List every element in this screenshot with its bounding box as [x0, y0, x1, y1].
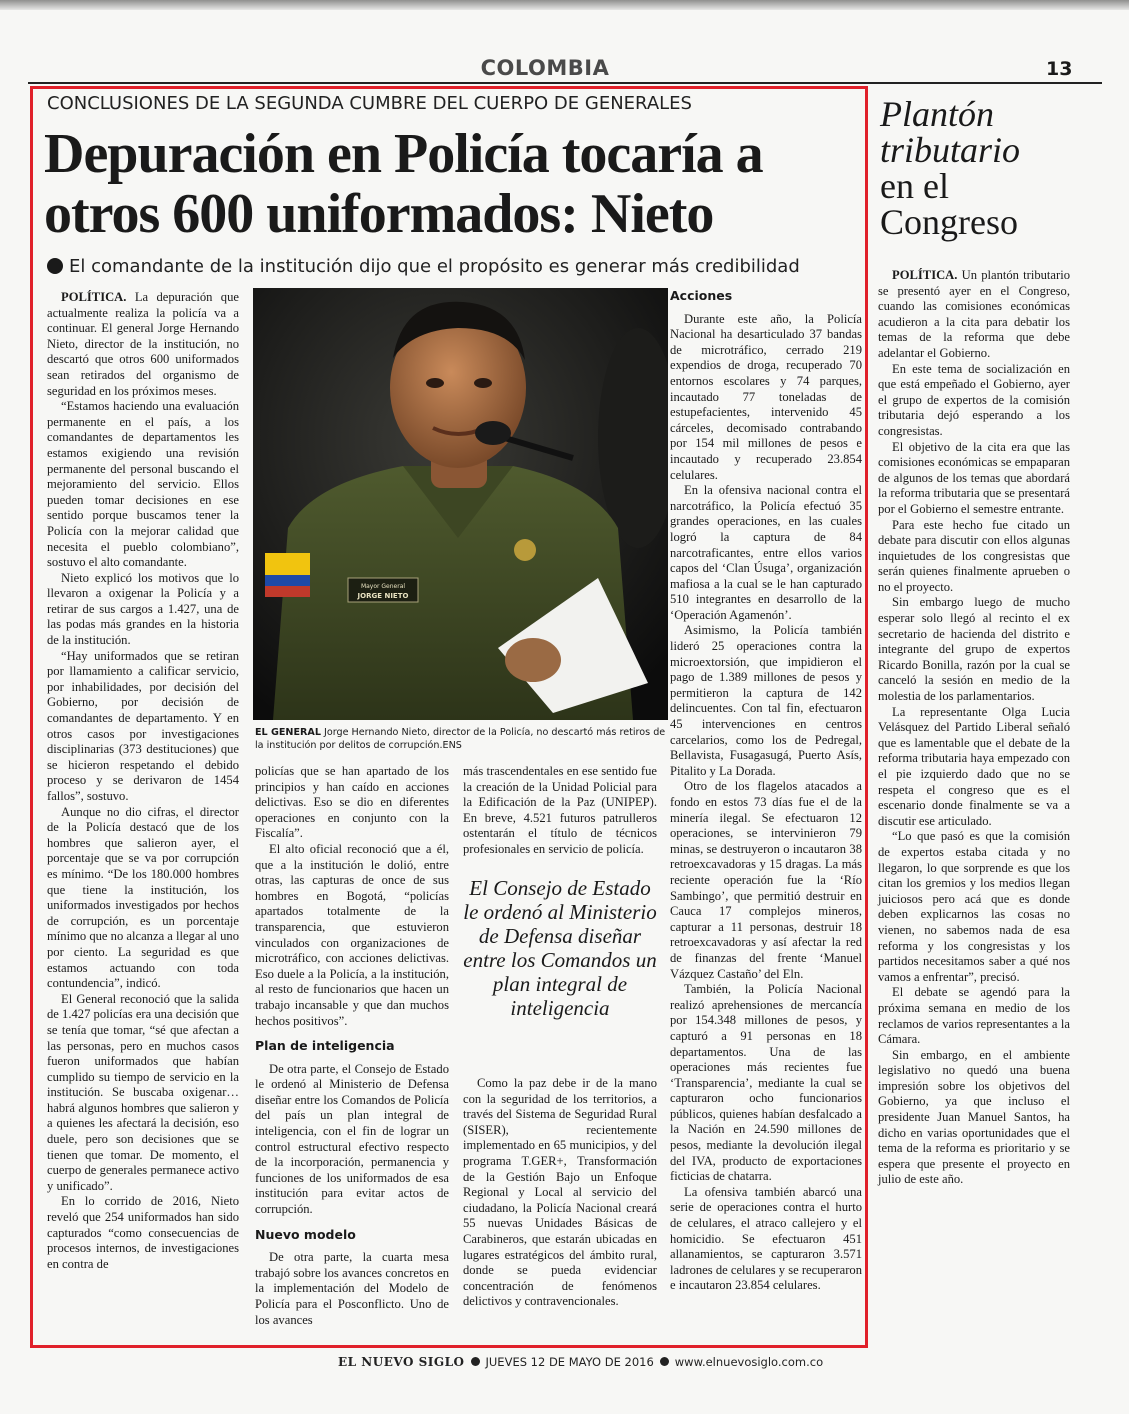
subheading-modelo: Nuevo modelo [255, 1226, 356, 1242]
footer-brand: EL NUEVO SIGLO [338, 1355, 465, 1369]
article-column-4 [670, 288, 862, 1294]
paragraph: Durante este año, la Policía Nacional ha desarticulado 37 bandas de microtráfico, cerrado 219 expendios de droga, recuperado 70 entornos escolares y 74 parques, incautado 77 toneladas de estupefacientes, intervenido 45 cárceles, decomisado contrabando por 154 mil millones de pesos e incautado y recuperado 23.854 celulares. [670, 311, 862, 482]
top-scan-strip [0, 0, 1129, 10]
sidebar-title-line-4: Congreso [880, 202, 1018, 242]
paragraph: Sin embargo luego de mucho esperar solo llegó al recinto el ex secretario de hacienda del distrito e integrante del grupo de expertos Ricardo Bonilla, razón por la cual se canceló la sesión en medio de la molestia de los parlamentarios. [878, 595, 1070, 704]
bullet-icon [471, 1357, 480, 1366]
general-photo-illustration [253, 288, 668, 720]
paragraph: También, la Policía Nacional realizó aprehensiones de mercancía por 154.348 millones de pesos, y capturó a 91 personas en 18 departamentos. Una de las operaciones más recientes fue ‘Transparencia’, mediante la cual se capturaron ocho funcionarios públicos, quienes habían desfalcado a la Nación en 24.590 millones de pesos, mediante la devolución ilegal del IVA, producto de exportaciones ficticias de chatarra. [670, 982, 862, 1184]
article-column-2 [255, 764, 449, 1328]
article-photo [253, 288, 668, 720]
subhead-text: El comandante de la institución dijo que el propósito es generar más credibilidad [69, 256, 800, 277]
article-column-1 [47, 290, 239, 1272]
paragraph: POLÍTICA. La depuración que actualmente realiza la policía va a continuar. El general Jorge Hernando Nieto, director de la institución, no descartó que otros 600 uniformados sean retirados del organismo de seguridad en los próximos meses. [47, 290, 239, 398]
bullet-icon [660, 1357, 669, 1366]
paragraph: El debate se agendó para la próxima semana en medio de los reclamos de varios representantes a la Cámara. [878, 985, 1070, 1047]
pull-quote: El Consejo de Estado le ordenó al Ministerio de Defensa diseñar entre los Comandos un plan integral de inteligencia [463, 876, 657, 1020]
header-rule [28, 82, 1102, 84]
footer-date: JUEVES 12 DE MAYO DE 2016 [485, 1355, 654, 1369]
page-footer [338, 1355, 823, 1369]
paragraph: El objetivo de la cita era que las comisiones económicas se empaparan de algunos de los temas que abordará la reforma tributaria que se presentará por el Gobierno el semestre entrante. [878, 439, 1070, 516]
subheading-plan: Plan de inteligencia [255, 1038, 395, 1054]
paragraph: “Lo que pasó es que la comisión de expertos estaba citada y no llegaron, lo que sorprende es que los citan los gremios y los medios llegan juiciosos pero acá que es donde deben explicarnos las cosas no vienen, no sabemos nada de esa reforma y los congresistas y los partidos necesitamos saber a qué nos vamos a enfrentar”, precisó. [878, 829, 1070, 984]
paragraph: Sin embargo, en el ambiente legislativo no quedó una buena impresión sobre los objetivos del Gobierno, ya que incluso el presidente Juan Manuel Santos, ha dicho en varias oportunidades que el tema de la reforma es prioritario y se espera que presente el proyecto en julio de este año. [878, 1047, 1070, 1187]
article-headline: Depuración en Policía tocaría a otros 600 uniformados: Nieto [44, 123, 763, 245]
sidebar-column [878, 268, 1070, 1188]
subheading-acciones: Acciones [670, 288, 733, 303]
caption-label: EL GENERAL [255, 727, 321, 738]
paragraph: En lo corrido de 2016, Nieto reveló que 254 uniformados han sido capturados “como consecuencias de procesos internos, de investigaciones en contra de [47, 1194, 239, 1271]
paragraph: policías que se han apartado de los principios y han caído en acciones delictivas. Eso se dio en diferentes operaciones en conjunto con la Fiscalía”. [255, 764, 449, 841]
name-tag: JORGE NIETO [357, 592, 409, 600]
article-column-3 [463, 764, 657, 858]
sidebar-title-line-1: Plantón [880, 94, 994, 134]
paragraph: El General reconoció que la salida de 1.427 policías era una decisión que se tenía que tomar, “sé que afectan a las personas, pero en muchos casos fueron uniformados que habían cumplido su tiempo de servicio en la institución. Se buscaba oxigenar… habrá algunos hombres que salieron y a quienes les afectará la decisión, eso duele, pero son decisiones que se tienen que tomar. De momento, el cuerpo de generales permanece activo y unificado”. [47, 991, 239, 1193]
sidebar-title-line-3: en el [880, 166, 949, 206]
sidebar-headline [880, 96, 1100, 240]
paragraph: Otro de los flagelos atacados a fondo en estos 73 días fue el de la minería ilegal. Se efectuaron 12 operaciones, se intervinieron 79 minas, se destruyeron o incautaron 38 retroexcavadoras y 15 dragas. La más reciente operación fue la ‘Río Sambingo’, que permitió destruir en Cauca 17 complejos mineros, capturar a 11 personas, destruir 18 retroexcavadoras y así afectar la red de finanzas del frente ‘Manuel Vázquez Castaño’ del Eln. [670, 779, 862, 981]
paragraph: La ofensiva también abarcó una serie de operaciones contra el hurto de celulares, el atraco callejero y el homicidio. Se efectuaron 451 allanamientos, se capturaron 3.571 ladrones de celulares y se recuperaron e incautaron 23.854 celulares. [670, 1184, 862, 1293]
paragraph: En este tema de socialización en que está empeñado el Gobierno, ayer el grupo de expertos de la comisión tributaria dejó esperando a los congresistas. [878, 361, 1070, 438]
paragraph: En la ofensiva nacional contra el narcotráfico, la Policía efectuó 35 grandes operaciones, en las cuales logró la captura de 84 narcotraficantes, entre ellos varios capos del ‘Clan Úsuga’, organización mafiosa a la cual se le han capturado 510 integrantes en desarrollo de la ‘Operación Agamenón’. [670, 483, 862, 622]
paragraph: Nieto explicó los motivos que lo llevaron a oxigenar la Policía y a retirar de sus cargos a 1.427, una de las podas más grandes en la historia de la institución. [47, 570, 239, 648]
paragraph: más trascendentales en ese sentido fue la creación de la Unidad Policial para la Edificación de la Paz (UNIPEP). En breve, 4.521 futuros patrulleros ostentarán el título de técnicos profesionales en servicio de policía. [463, 764, 657, 856]
paragraph: Asimismo, la Policía también lideró 25 operaciones contra la microextorsión, que impidieron el pago de 1.389 millones de pesos y permitieron la captura de 142 delincuentes. Con tal fin, efectuaron 45 intervenciones en centros carcelarios, como los de Pedregal, Bellavista, Fusagasugá, Puerto Asís, Pitalito y La Dorada. [670, 623, 862, 778]
paragraph: “Hay uniformados que se retiran por llamamiento a calificar servicio, por inhabilidades, por decisión del Gobierno, por decisión de comandantes de departamento. Y en otros casos por investigaciones disciplinarias (373 destituciones) que se hicieron respetando el debido proceso y se derivaron de 1454 fallos”, sostuvo. [47, 648, 239, 803]
sidebar-title-line-2: tributario [880, 130, 1021, 170]
paragraph: “Estamos haciendo una evaluación permanente en el país, a los comandantes de departamentos les estamos exigiendo una revisión permanente del personal buscando el mejoramiento del servicio. Ellos pueden tomar decisiones en ese sentido porque buscamos tener la Policía con la mejorar calidad que necesita el pueblo colombiano”, sostuvo el alto comandante. [47, 399, 239, 570]
article-subhead [47, 256, 800, 277]
article-kicker: CONCLUSIONES DE LA SEGUNDA CUMBRE DEL CUERPO DE GENERALES [47, 93, 692, 114]
section-title: COLOMBIA [480, 56, 610, 80]
paragraph: La representante Olga Lucia Velásquez del Partido Liberal señaló que es lamentable que el debate de la reforma tributaria haya empezado con el pie izquierdo dado que no se respeta el congreso que es el escenario donde finalmente se va a discutir ese articulado. [878, 704, 1070, 828]
photo-caption [255, 726, 670, 752]
paragraph: Para este hecho fue citado un debate para discutir con ellos algunas inquietudes de los congresistas que serán quienes finalmente aprueben o no el proyecto. [878, 517, 1070, 594]
paragraph: Aunque no dio cifras, el director de la Policía destacó que de los hombres que salieron ayer, el porcentaje que se va por corrupción es mínimo. “De los 180.000 hombres que tiene la institución, los uniformados investigados por hechos de corrupción, es un porcentaje mínimo que no alcanza a llegar al uno por ciento. La seguridad es que estamos actuando con toda contundencia”, indicó. [47, 804, 239, 991]
byline: POLÍTICA. [61, 290, 127, 304]
paragraph: Como la paz debe ir de la mano con la seguridad de los territorios, a través del Sistema de Seguridad Rural (SISER), recientemente implementado en 65 municipios, y del programa T.GER+, Transformación de la Gestión Bajo un Enfoque Regional y Local al servicio del ciudadano, la Policía Nacional creará 55 nuevas Unidades Básicas de Carabineros, que estarán ubicadas en lugares estratégicos del ámbito rural, donde se pueda evidenciar concentración de fenómenos delictivos y contravencionales. [463, 1076, 657, 1309]
rank-tag: Mayor General [360, 583, 406, 590]
paragraph: POLÍTICA. Un plantón tributario se presentó ayer en el Congreso, cuando las comisiones económicas acudieron a la cita para debatir los temas de la reforma que debe adelantar el Gobierno. [878, 268, 1071, 360]
page-number: 13 [1046, 58, 1073, 80]
paragraph: El alto oficial reconoció que a él, que a la institución le dolió, entre otras, las capturas de once de sus hombres en Bogotá, “policías apartados totalmente de la transparencia, que estuvieron vinculados con organizaciones de microtráfico, con acciones delictivas. Eso duele a la Policía, a la institución, al resto de funcionarios que hacen un trabajo incansable y que dan muchos hechos positivos”. [255, 841, 449, 1028]
sidebar-byline: POLÍTICA. [892, 268, 958, 282]
article-column-3-lower [463, 1076, 657, 1310]
caption-text: Jorge Hernando Nieto, director de la Policía, no descartó más retiros de la institución por delitos de corrupción.ENS [255, 727, 666, 751]
footer-url: www.elnuevosiglo.com.co [674, 1355, 824, 1369]
bullet-icon [47, 258, 63, 274]
paragraph: De otra parte, la cuarta mesa trabajó sobre los avances concretos en la implementación del Modelo de Policía para el Posconflicto. Uno de los avances [255, 1250, 449, 1327]
paragraph: De otra parte, el Consejo de Estado le ordenó al Ministerio de Defensa diseñar entre los Comandos de Policía del país un plan integral de inteligencia, con el fin de lograr un control estructural efectivo respecto de la incorporación, permanencia y funciones de los uniformados de esa institución para evitar actos de corrupción. [255, 1061, 449, 1217]
